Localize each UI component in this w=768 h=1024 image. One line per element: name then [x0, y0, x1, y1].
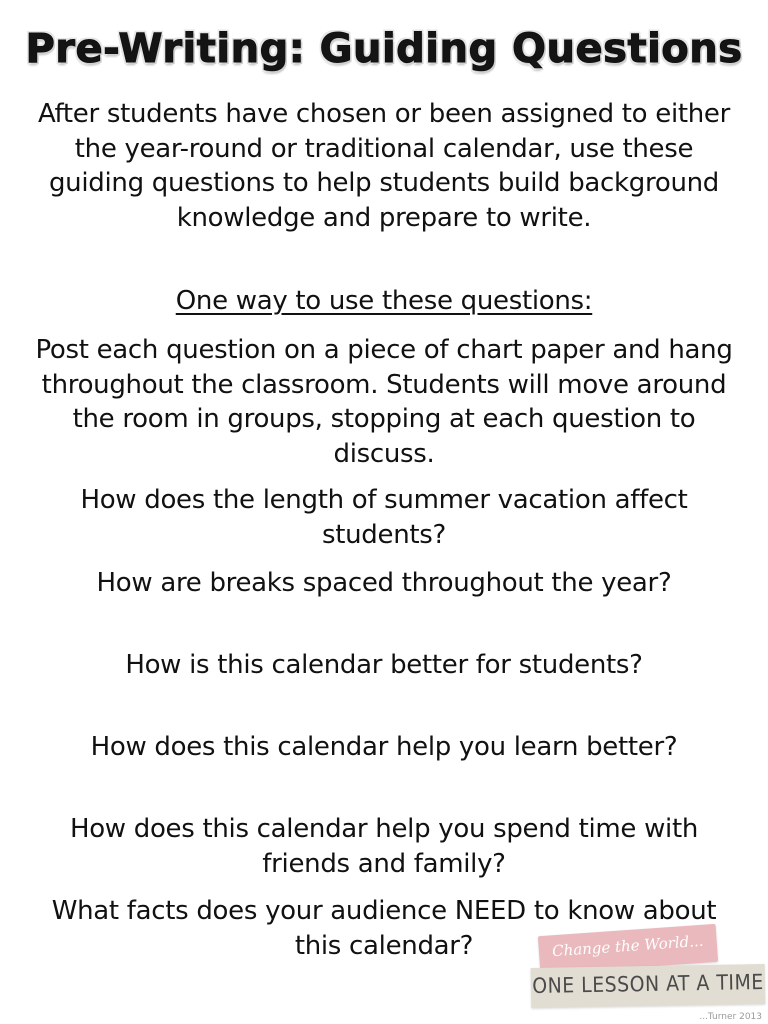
question-item: How are breaks spaced throughout the year?: [96, 568, 672, 598]
logo-credit: ...Turner 2013: [699, 1012, 762, 1022]
question-item: How does the length of summer vacation affect students?: [80, 485, 688, 550]
subheading: One way to use these questions:: [175, 286, 593, 316]
intro-paragraph: After students have chosen or been assigned to either the year-round or traditional calendar, use these guiding questions to help students build background knowledge and prepare to write.: [37, 99, 731, 233]
brand-logo: [527, 928, 768, 1020]
logo-bottom-text: ONE LESSON AT A TIME: [532, 969, 764, 999]
question-item: How does this calendar help you spend time with friends and family?: [69, 814, 699, 879]
page-title: Pre-Writing: Guiding Questions: [25, 26, 743, 72]
question-item: How does this calendar help you learn better?: [90, 732, 678, 762]
logo-bottom-tape: [531, 964, 766, 1008]
logo-top-text: Change the World...: [551, 931, 705, 961]
question-item: What facts does your audience NEED to know about this calendar?: [51, 896, 717, 961]
question-item: How is this calendar better for students?: [125, 650, 643, 680]
instructions-paragraph: Post each question on a piece of chart paper and hang throughout the classroom. Students will move around the room in groups, stopping at each question to discuss.: [35, 335, 733, 469]
